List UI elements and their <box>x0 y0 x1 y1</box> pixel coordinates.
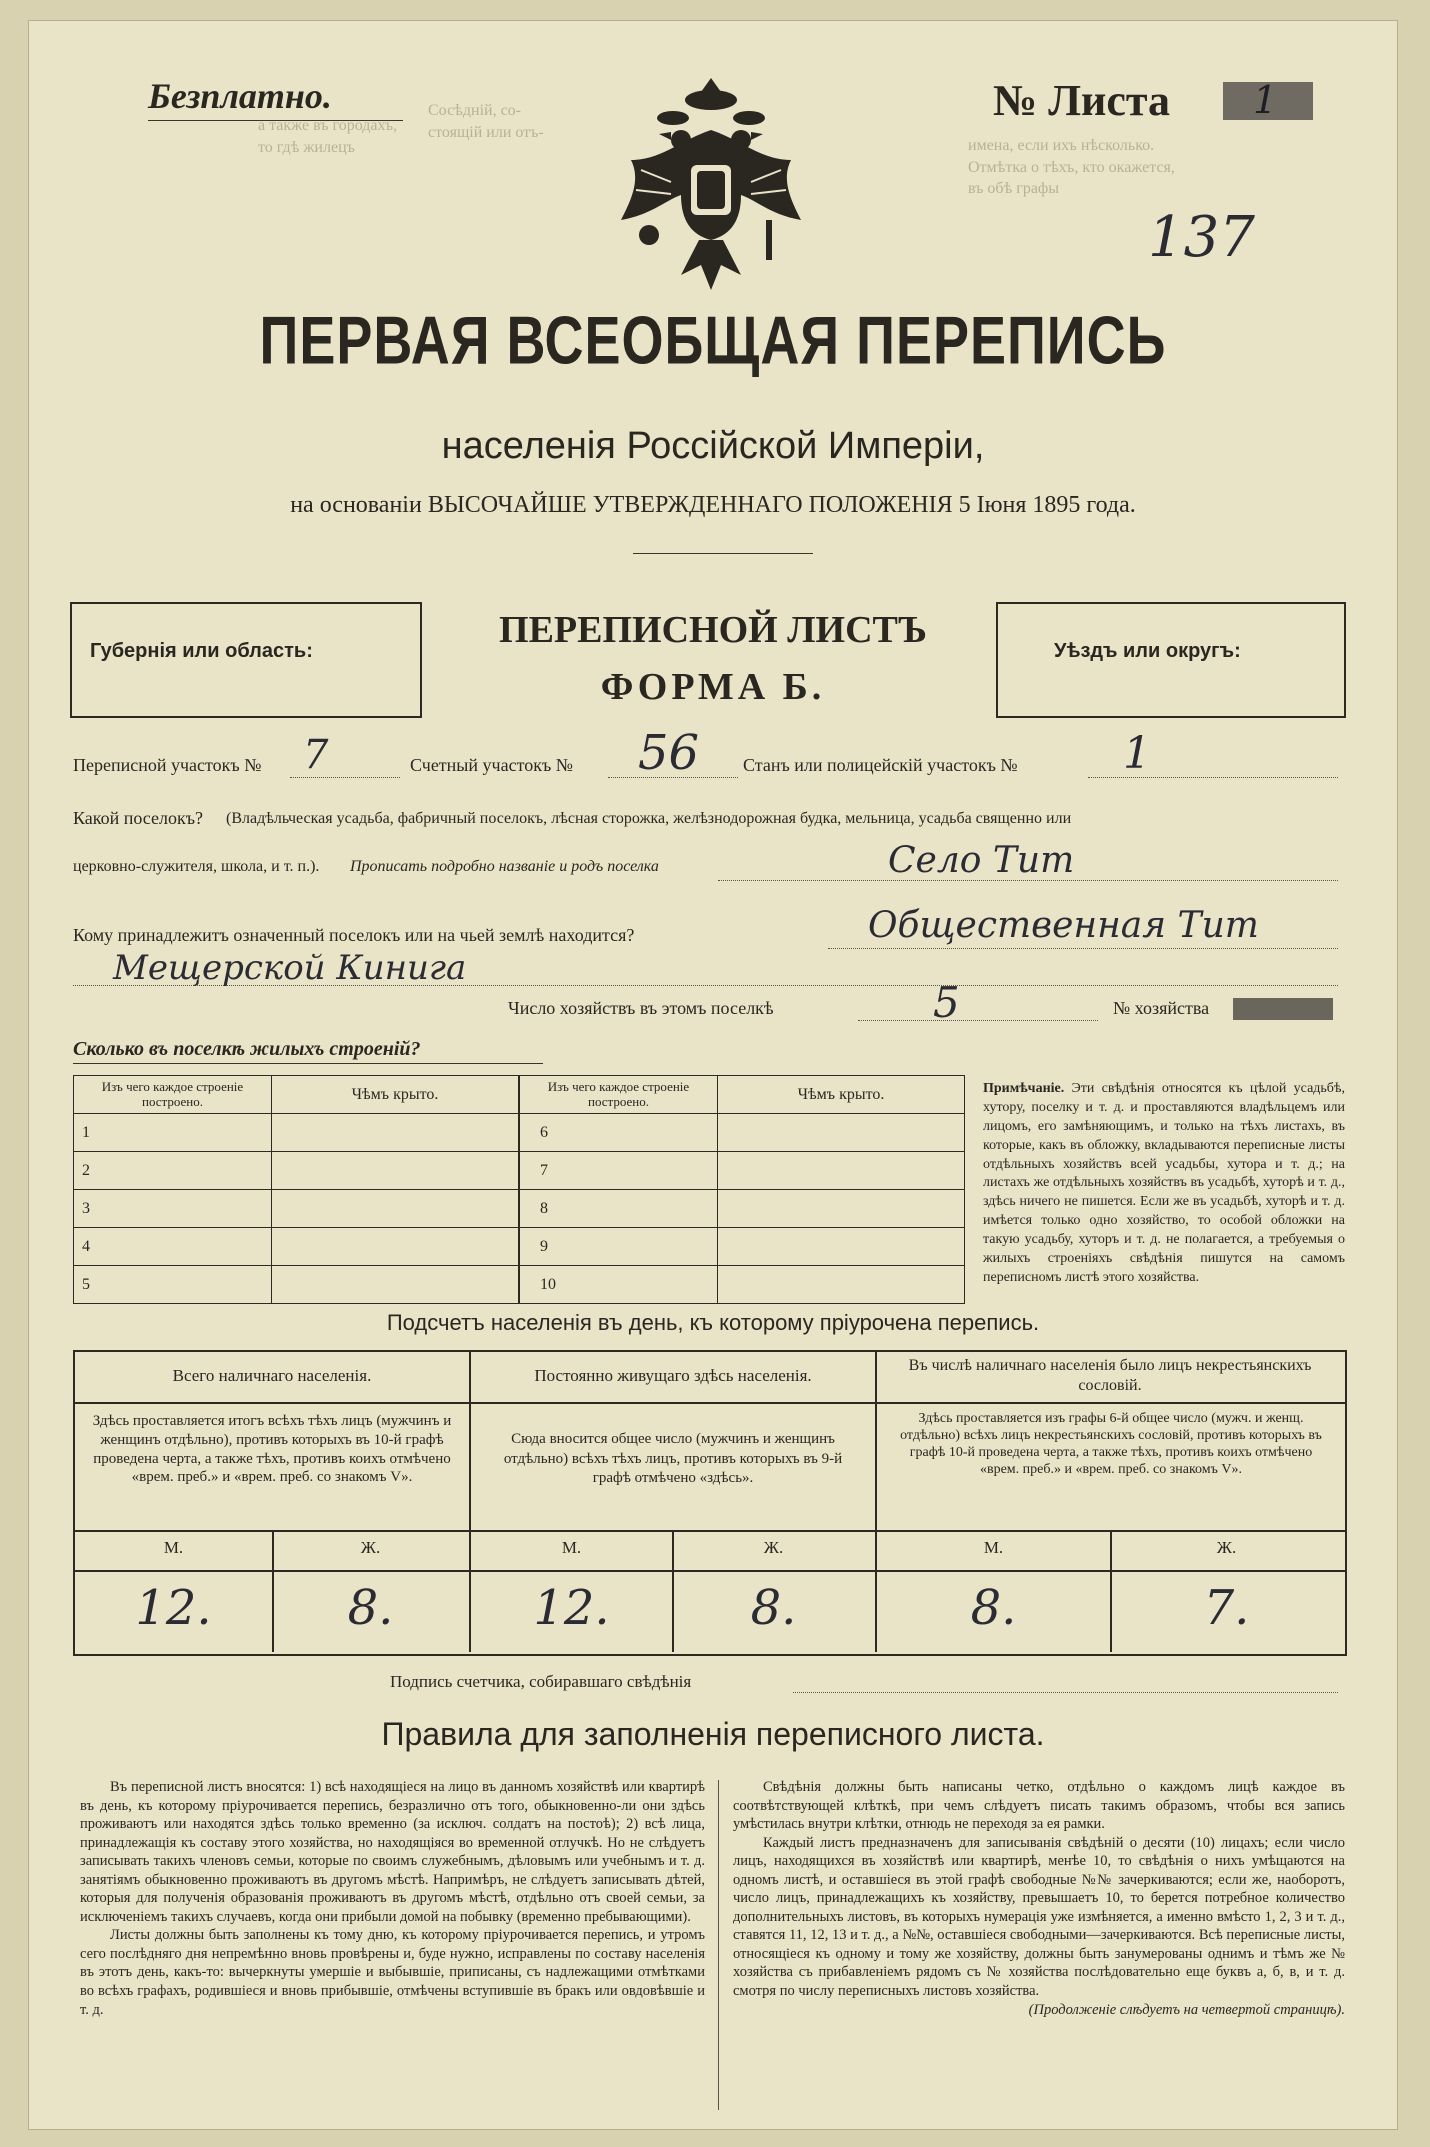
owner-line[interactable] <box>828 948 1338 949</box>
table-row: 2 <box>74 1152 519 1190</box>
col-material-header: Изъ чего каждое строеніе построено. <box>520 1076 718 1114</box>
subtitle: населенія Россійской Имперіи, <box>441 425 985 467</box>
free-label: Безплатно. <box>148 76 332 116</box>
pop-col2-desc: Сюда вносится общее число (мужчинъ и женщинъ отдѣльно) всѣхъ тѣхъ лицъ, противъ которыхъ въ 9-й графѣ отмѣчено «здѣсь». <box>503 1431 843 1486</box>
double-headed-eagle-icon <box>611 70 811 300</box>
household-no-blot <box>1233 998 1333 1020</box>
household-no-label: № хозяйства <box>1113 998 1210 1018</box>
pop-col1-desc: Здѣсь проставляется итогъ всѣхъ тѣхъ лицъ (мужчинъ и женщинъ отдѣльно), противъ которыхъ въ 10-й графѣ проведена черта, а также тѣхъ, противъ коихъ отмѣчено «врем. преб.» и «врем. преб. со знакомъ V». <box>92 1413 452 1486</box>
pop-col2-m-value[interactable]: 12. <box>533 1580 610 1636</box>
table-row: 5 <box>74 1266 519 1304</box>
sheet-number-label: № Листа <box>993 76 1171 125</box>
bleed-text-left: а также въ городахъ, то гдѣ жилецъ <box>258 117 398 156</box>
stan-label: Станъ или полицейскій участокъ № <box>743 755 1018 775</box>
sheet-number-value: 1 <box>1253 78 1278 122</box>
free-underline <box>148 120 403 121</box>
census-section-label: Переписной участокъ № <box>73 755 262 775</box>
col-material-header: Изъ чего каждое строеніе построено. <box>74 1076 272 1114</box>
bleed-text-center: Сосѣдній, со- стоящій или отъ- <box>428 102 544 141</box>
households-label: Число хозяйствъ въ этомъ поселкѣ <box>508 998 774 1018</box>
pop-col2-m-label: М. <box>561 1538 582 1557</box>
census-sheet <box>28 20 1398 2130</box>
pop-col1-m-value[interactable]: 12. <box>135 1580 212 1636</box>
pop-col2-f-label: Ж. <box>763 1538 784 1557</box>
sheet-serial-number: 137 <box>1148 205 1255 270</box>
count-section-label: Счетный участокъ № <box>410 755 573 775</box>
sheet-title: ПЕРЕПИСНОЙ ЛИСТЪ <box>499 609 927 651</box>
population-heading: Подсчетъ населенія въ день, къ которому пріурочена перепись. <box>386 1310 1040 1335</box>
basis-line: на основаніи ВЫСОЧАЙШЕ УТВЕРЖДЕННАГО ПОЛОЖЕНІЯ 5 Іюня 1895 года. <box>290 492 1136 518</box>
table-row: 6 <box>520 1114 965 1152</box>
uezd-label: Уѣздъ или округъ: <box>1054 640 1241 662</box>
rules-left-p2: Листы должны быть заполнены къ тому дню, къ которому пріурочивается перепись, и утромъ сего послѣдняго дня непремѣнно вновь провѣрены и, буде нужно, исправлены по составу населенія въ этотъ день, какъ-то: вычеркнуты умершіе и выбывшіе, приписаны, съ надлежащими отмѣтками во всѣхъ графахъ, родившіеся и вновь прибывшіе, отмѣчены вступившіе въ бракъ или овдовѣвшіе и т. д. <box>80 1927 705 2018</box>
census-section-value: 7 <box>303 732 329 778</box>
rules-right-p1: Свѣдѣнія должны быть написаны четко, отдѣльно о каждомъ лицѣ каждое въ соотвѣтствующей клѣткѣ, при чемъ слѣдуетъ писать такимъ образомъ, чтобы вся запись умѣстилась внутри клѣтки, отнюдь не переходя за ея рамки. <box>733 1779 1345 1833</box>
pop-col3-m-value[interactable]: 8. <box>970 1580 1017 1636</box>
rules-left-column <box>80 1778 705 2019</box>
pop-col3-f-value[interactable]: 7. <box>1203 1580 1250 1636</box>
table-row: 3 <box>74 1190 519 1228</box>
rules-divider <box>718 1780 719 2110</box>
stan-value: 1 <box>1123 728 1151 779</box>
households-value: 5 <box>933 978 960 1027</box>
pop-col3-f-label: Ж. <box>1216 1538 1237 1557</box>
buildings-table-right <box>519 1075 965 1304</box>
settlement-hint: (Владѣльческая усадьба, фабричный поселокъ, лѣсная сторожка, желѣзнодорожная будка, мельница, усадьба священно или <box>226 810 1072 827</box>
pop-col1-f-value[interactable]: 8. <box>347 1580 394 1636</box>
table-row: 7 <box>520 1152 965 1190</box>
buildings-underline <box>73 1063 543 1064</box>
owner-label: Кому принадлежитъ означенный поселокъ или на чьей землѣ находится? <box>73 925 635 945</box>
settlement-hint-2: церковно-служителя, школа, и т. п.). <box>73 858 320 875</box>
rules-title: Правила для заполненія переписного листа. <box>381 1716 1045 1752</box>
signature-line[interactable] <box>793 1692 1338 1693</box>
note-text: Эти свѣдѣнія относятся къ цѣлой усадьбѣ, хутору, поселку и т. д. и проставляются владѣльцемъ или лицомъ, его замѣняющимъ, и только на тѣхъ листахъ, въ которые, какъ въ обложку, вкладываются переписные листы отдѣльныхъ хозяйствъ всей усадьбы, хутора и т. д.; на листахъ же отдѣльныхъ хозяйствъ въ усадьбѣ, хуторѣ и т. д., здѣсь ничего не пишется. Если же въ усадьбѣ, хуторѣ и т. д. имѣется только одно хозяйство, то особой обложки на такую усадьбу, хуторъ и т. д. не полагается, а требуемыя о жилыхъ строеніяхъ свѣдѣнія пишутся на самомъ переписномъ листѣ этого хозяйства. <box>983 1081 1346 1285</box>
owner-value-2: Мещерской Кинига <box>113 948 467 988</box>
col-roof-header: Чѣмъ крыто. <box>272 1076 519 1114</box>
buildings-label: Сколько въ поселкѣ жилыхъ строеній? <box>73 1038 421 1060</box>
count-section-value: 56 <box>638 725 700 781</box>
rules-continuation: (Продолженіе слѣдуетъ на четвертой страницѣ). <box>1028 2001 1345 2018</box>
bleed-text-right: имена, если ихъ нѣсколько. Отмѣтка о тѣхъ, кто окажется, въ обѣ графы <box>968 137 1175 198</box>
pop-col3-desc: Здѣсь проставляется изъ графы 6-й общее число (мужч. и женщ. отдѣльно) всѣхъ лицъ некрестьянскихъ сословій, противъ которыхъ въ графѣ 10-й проведена черта, а также тѣхъ, противъ коихъ отмѣчено «врем. преб.» и «врем. преб. со знакомъ V». <box>900 1411 1322 1478</box>
pop-col1-title: Всего наличнаго населенія. <box>172 1366 372 1385</box>
form-label: ФОРМА Б. <box>600 666 826 708</box>
rules-right-p2: Каждый листъ предназначенъ для записыванія свѣдѣній о десяти (10) лицахъ; если число лицъ, находящихся въ хозяйствѣ или квартирѣ, менѣе 10, то свѣдѣнія о нихъ умѣщаются на одномъ листѣ, и оставшіеся въ этой графѣ свободные №№ зачеркиваются; если же, наоборотъ, число лицъ, принадлежащихъ къ хозяйству, превышаетъ 10, то берется потребное количество дополнительныхъ листовъ, въ которыхъ нумерація уже измѣняется, а именно вмѣсто 1, 2, 3 и т. д., ставятся 11, 12, 13 и т. д., а №№, оставшіеся свободными—зачеркиваются. Всѣ переписные листы, относящіеся къ одному и тому же хозяйству, должны быть занумерованы однимъ и тѣмъ же № хозяйства съ прибавленіемъ рядомъ съ № хозяйства послѣдовательно еще буквъ а, б, в, и т. д. смотря по числу переписныхъ листовъ хозяйства. <box>733 1834 1345 2000</box>
pop-col1-m-label: М. <box>163 1538 184 1557</box>
rules-left-p1: Въ переписной листъ вносятся: 1) всѣ находящіеся на лицо въ данномъ хозяйствѣ или квартирѣ въ день, къ которому пріурочивается перепись, безразлично отъ того, обыкновенно-ли они здѣсь проживаютъ или находятся здѣсь только временно (за исключ. солдатъ на постоѣ); 2) всѣ лица, принадлежащія къ составу этого хозяйства, но находящіяся во временной отлучкѣ. Но не слѣдуетъ записывать такихъ членовъ семьи, которые по своимъ служебнымъ, дѣловымъ или учебнымъ и т. д. занятіямъ обыкновенно проживаютъ въ другомъ мѣстѣ. Напримѣръ, не слѣдуетъ записывать дѣтей, которыя для полученія образованія проживаютъ въ другомъ мѣстѣ, отдѣльно отъ своей семьи, за исключеніемъ такихъ случаевъ, когда они прибыли домой на побывку (временно пребывающими). <box>80 1779 705 1925</box>
pop-col3-title: Въ числѣ наличнаго населенія было лицъ некрестьянскихъ сословій. <box>908 1357 1312 1394</box>
note-title: Примѣчаніе. <box>983 1081 1065 1096</box>
signature-label: Подпись счетчика, собиравшаго свѣдѣнія <box>390 1672 692 1691</box>
owner-value: Общественная Тит <box>868 905 1259 946</box>
note-block <box>983 1080 1345 1288</box>
buildings-table-left <box>73 1075 519 1304</box>
col-roof-header: Чѣмъ крыто. <box>718 1076 965 1114</box>
guberniya-label: Губернія или область: <box>90 640 313 662</box>
table-row: 1 <box>74 1114 519 1152</box>
rules-right-column <box>733 1778 1345 2019</box>
table-row: 10 <box>520 1266 965 1304</box>
title-divider <box>633 553 813 554</box>
pop-col1-f-label: Ж. <box>360 1538 381 1557</box>
pop-col2-f-value[interactable]: 8. <box>750 1580 797 1636</box>
main-title: ПЕРВАЯ ВСЕОБЩАЯ ПЕРЕПИСЬ <box>259 303 1167 379</box>
pop-col3-m-label: М. <box>983 1538 1004 1557</box>
table-row: 9 <box>520 1228 965 1266</box>
table-row: 8 <box>520 1190 965 1228</box>
households-line[interactable] <box>858 1020 1098 1021</box>
table-row: 4 <box>74 1228 519 1266</box>
settlement-value: Село Тит <box>888 840 1075 881</box>
pop-col2-title: Постоянно живущаго здѣсь населенія. <box>534 1366 812 1385</box>
settlement-label: Какой поселокъ? <box>73 808 204 828</box>
settlement-instruction: Прописать подробно названіе и родъ поселка <box>350 858 659 875</box>
